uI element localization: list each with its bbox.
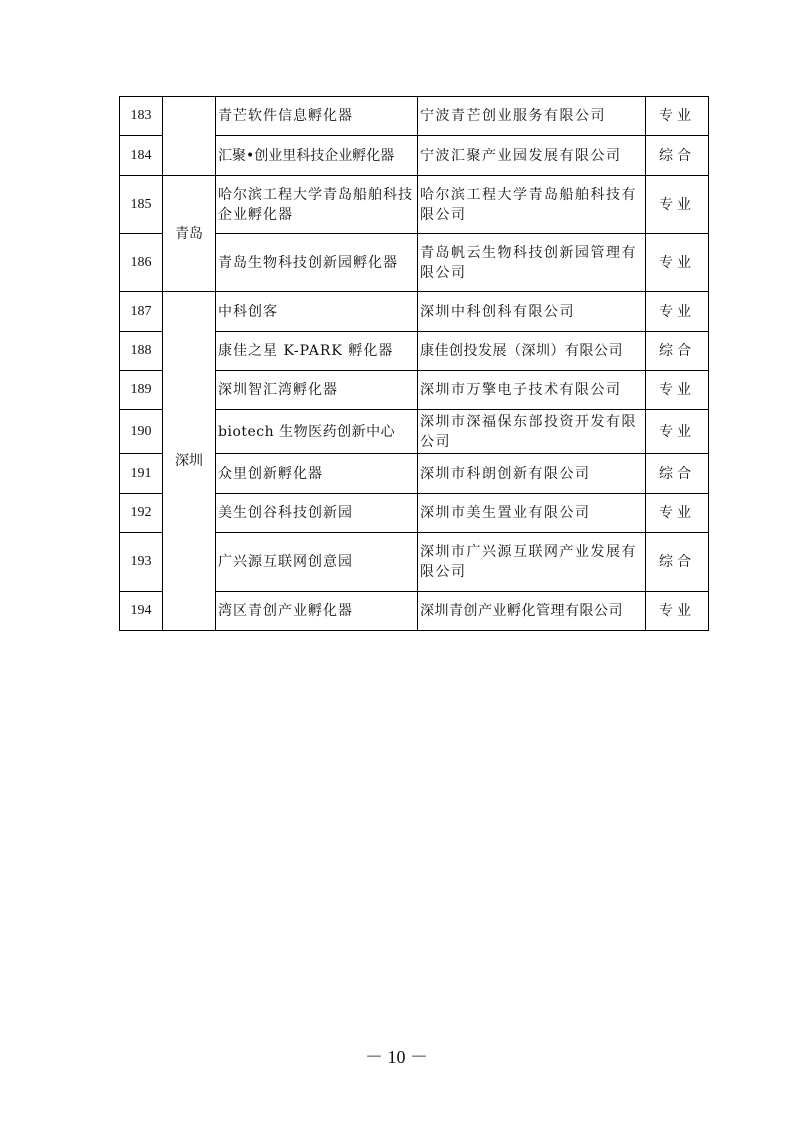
row-number: 185 [120, 176, 163, 234]
operating-org: 深圳市深福保东部投资开发有限公司 [418, 410, 646, 454]
row-number: 184 [120, 136, 163, 176]
operating-org: 深圳市美生置业有限公司 [418, 494, 646, 533]
operating-org: 宁波青芒创业服务有限公司 [418, 97, 646, 136]
incubator-type: 专业 [646, 592, 709, 631]
incubator-name: 汇聚•创业里科技企业孵化器 [216, 136, 418, 176]
incubator-type: 专业 [646, 410, 709, 454]
incubator-type: 专业 [646, 292, 709, 332]
operating-org: 深圳市广兴源互联网产业发展有限公司 [418, 533, 646, 592]
row-number: 188 [120, 332, 163, 371]
incubator-name: 青芒软件信息孵化器 [216, 97, 418, 136]
row-number: 191 [120, 454, 163, 494]
incubator-name: 中科创客 [216, 292, 418, 332]
row-number: 183 [120, 97, 163, 136]
page-number: － 10 － [365, 1047, 428, 1067]
row-number: 187 [120, 292, 163, 332]
operating-org: 深圳市万擎电子技术有限公司 [418, 371, 646, 410]
table-row [120, 176, 709, 234]
incubator-type: 专业 [646, 176, 709, 234]
row-number: 189 [120, 371, 163, 410]
row-number: 194 [120, 592, 163, 631]
operating-org: 深圳中科创科有限公司 [418, 292, 646, 332]
incubator-name: 广兴源互联网创意园 [216, 533, 418, 592]
incubator-name: 哈尔滨工程大学青岛船舶科技企业孵化器 [216, 176, 418, 234]
city-cell: 深圳 [163, 292, 216, 631]
incubator-type: 综合 [646, 332, 709, 371]
incubator-name: 众里创新孵化器 [216, 454, 418, 494]
city-cell: 青岛 [163, 176, 216, 292]
table-row [120, 97, 709, 136]
operating-org: 深圳青创产业孵化管理有限公司 [418, 592, 646, 631]
row-number: 193 [120, 533, 163, 592]
incubator-type: 专业 [646, 494, 709, 533]
incubator-type: 专业 [646, 371, 709, 410]
row-number: 192 [120, 494, 163, 533]
incubator-type: 综合 [646, 533, 709, 592]
city-cell [163, 97, 216, 176]
operating-org: 深圳市科朗创新有限公司 [418, 454, 646, 494]
incubator-name: 深圳智汇湾孵化器 [216, 371, 418, 410]
incubator-name: biotech 生物医药创新中心 [216, 410, 418, 454]
incubator-type: 专业 [646, 97, 709, 136]
incubator-name: 康佳之星 K-PARK 孵化器 [216, 332, 418, 371]
incubator-name: 湾区青创产业孵化器 [216, 592, 418, 631]
incubator-type: 综合 [646, 454, 709, 494]
row-number: 186 [120, 234, 163, 292]
incubator-name: 青岛生物科技创新园孵化器 [216, 234, 418, 292]
operating-org: 哈尔滨工程大学青岛船舶科技有限公司 [418, 176, 646, 234]
incubator-type: 综合 [646, 136, 709, 176]
row-number: 190 [120, 410, 163, 454]
incubator-type: 专业 [646, 234, 709, 292]
operating-org: 宁波汇聚产业园发展有限公司 [418, 136, 646, 176]
table-row [120, 292, 709, 332]
operating-org: 青岛帆云生物科技创新园管理有限公司 [418, 234, 646, 292]
operating-org: 康佳创投发展（深圳）有限公司 [418, 332, 646, 371]
incubator-name: 美生创谷科技创新园 [216, 494, 418, 533]
incubator-table [119, 96, 709, 631]
